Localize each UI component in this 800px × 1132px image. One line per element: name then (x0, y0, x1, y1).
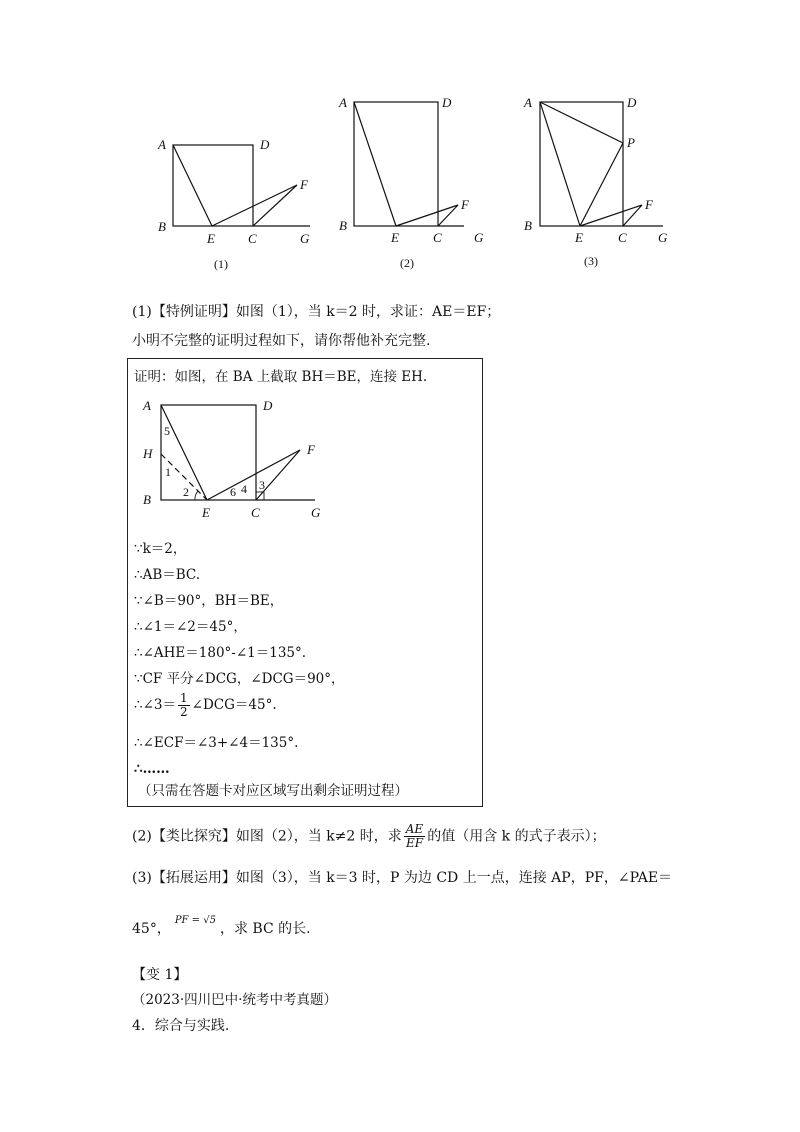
segment-ae (540, 102, 580, 226)
angle-label-1: 1 (165, 465, 171, 479)
label-e: E (575, 230, 583, 245)
label-c: C (251, 505, 260, 520)
formula-pf-sqrt5: PF = √5 (174, 915, 216, 926)
angle-label-4: 4 (241, 482, 247, 496)
question-2-suffix: 的值（用含 k 的式子表示）； (427, 828, 606, 845)
proof-step-7 (134, 692, 277, 719)
label-h: H (143, 446, 153, 461)
question-2-prefix: (2)【类比探究】如图（2），当 k≠2 时，求 (132, 828, 402, 845)
label-a: A (339, 95, 347, 110)
label-g: G (300, 231, 310, 246)
proof-intro: 证明：如图，在 BA 上截取 BH＝BE，连接 EH. (134, 369, 428, 385)
label-b: B (143, 492, 151, 507)
proof-step-1: ∵k＝2， (134, 541, 187, 557)
variant-item: 4．综合与实践. (132, 1018, 230, 1034)
angle-label-2: 2 (183, 485, 189, 499)
rectangle-abcd (540, 102, 623, 226)
label-b: B (524, 218, 532, 233)
figure-caption: (2) (400, 256, 414, 270)
question-2 (132, 823, 606, 850)
segment-ae (354, 102, 396, 226)
label-f: F (645, 197, 653, 212)
label-f: F (307, 442, 315, 457)
fraction-numerator: AE (405, 822, 424, 836)
question-1-statement: (1)【特例证明】如图（1），当 k＝2 时，求证：AE＝EF； (132, 304, 501, 320)
angle-label-6: 6 (230, 485, 236, 499)
fraction-denominator: 2 (180, 705, 188, 719)
label-f: F (461, 197, 469, 212)
segment-cf (253, 185, 297, 226)
proof-step-7-prefix: ∴∠3＝ (134, 697, 176, 713)
label-d: D (260, 137, 270, 152)
label-b: B (339, 218, 347, 233)
label-a: A (143, 398, 151, 413)
label-e: E (202, 505, 210, 520)
question-3-line-2 (132, 915, 311, 941)
proof-step-8: ∴∠ECF＝∠3+∠4＝135°. (134, 735, 299, 751)
variant-title: 【变 1】 (132, 967, 188, 983)
label-e: E (207, 231, 215, 246)
angle-arc-2 (195, 491, 198, 500)
proof-step-9: ∴…… (134, 761, 170, 777)
figure-caption: (1) (214, 257, 228, 271)
fraction-one-half (178, 692, 190, 719)
proof-step-6: ∵CF 平分∠DCG，∠DCG＝90°， (134, 671, 345, 687)
figure-1 (150, 130, 330, 275)
segment-ef (207, 450, 300, 500)
label-b: B (158, 219, 166, 234)
question-3-ask: ，求 BC 的长. (219, 921, 311, 937)
question-3-angle: 45°， (132, 921, 171, 937)
figure-2 (336, 90, 496, 275)
label-c: C (618, 230, 627, 245)
label-e: E (391, 230, 399, 245)
label-a: A (524, 95, 532, 110)
label-g: G (658, 230, 668, 245)
segment-ae (173, 145, 212, 226)
proof-figure (135, 392, 340, 522)
figure-3 (520, 90, 680, 275)
proof-step-3: ∵∠B＝90°，BH＝BE， (134, 593, 284, 609)
question-3-line-1: (3)【拓展运用】如图（3），当 k＝3 时，P 为边 CD 上一点，连接 AP，PF，∠PAE＝ (132, 870, 673, 886)
square-abcd (173, 145, 253, 226)
fraction-denominator: EF (405, 836, 424, 850)
proof-step-4: ∴∠1＝∠2＝45°， (134, 619, 247, 635)
label-g: G (474, 230, 484, 245)
angle-label-3: 3 (259, 478, 265, 492)
proof-note: （只需在答题卡对应区域写出剩余证明过程） (138, 783, 408, 799)
rectangle-abcd (354, 102, 438, 226)
proof-step-5: ∴∠AHE＝180°-∠1＝135°. (134, 645, 307, 661)
question-1-instruction: 小明不完整的证明过程如下，请你帮他补充完整. (132, 333, 431, 349)
figure-caption: (3) (584, 254, 598, 268)
proof-step-2: ∴AB＝BC. (134, 567, 201, 583)
variant-source: （2023·四川巴中·统考中考真题） (132, 992, 337, 1008)
label-p: P (627, 135, 635, 150)
label-c: C (433, 230, 442, 245)
label-d: D (442, 95, 452, 110)
segment-ap (540, 102, 623, 143)
segment-ef (212, 185, 297, 226)
label-c: C (248, 231, 257, 246)
label-d: D (263, 398, 273, 413)
label-a: A (158, 137, 166, 152)
fraction-ae-ef (404, 823, 425, 850)
angle-label-5: 5 (164, 424, 170, 438)
label-f: F (300, 177, 308, 192)
label-g: G (311, 505, 321, 520)
fraction-numerator: 1 (180, 691, 188, 705)
proof-step-7-suffix: ∠DCG＝45°. (191, 697, 277, 713)
label-d: D (627, 95, 637, 110)
segment-cf (256, 450, 300, 500)
